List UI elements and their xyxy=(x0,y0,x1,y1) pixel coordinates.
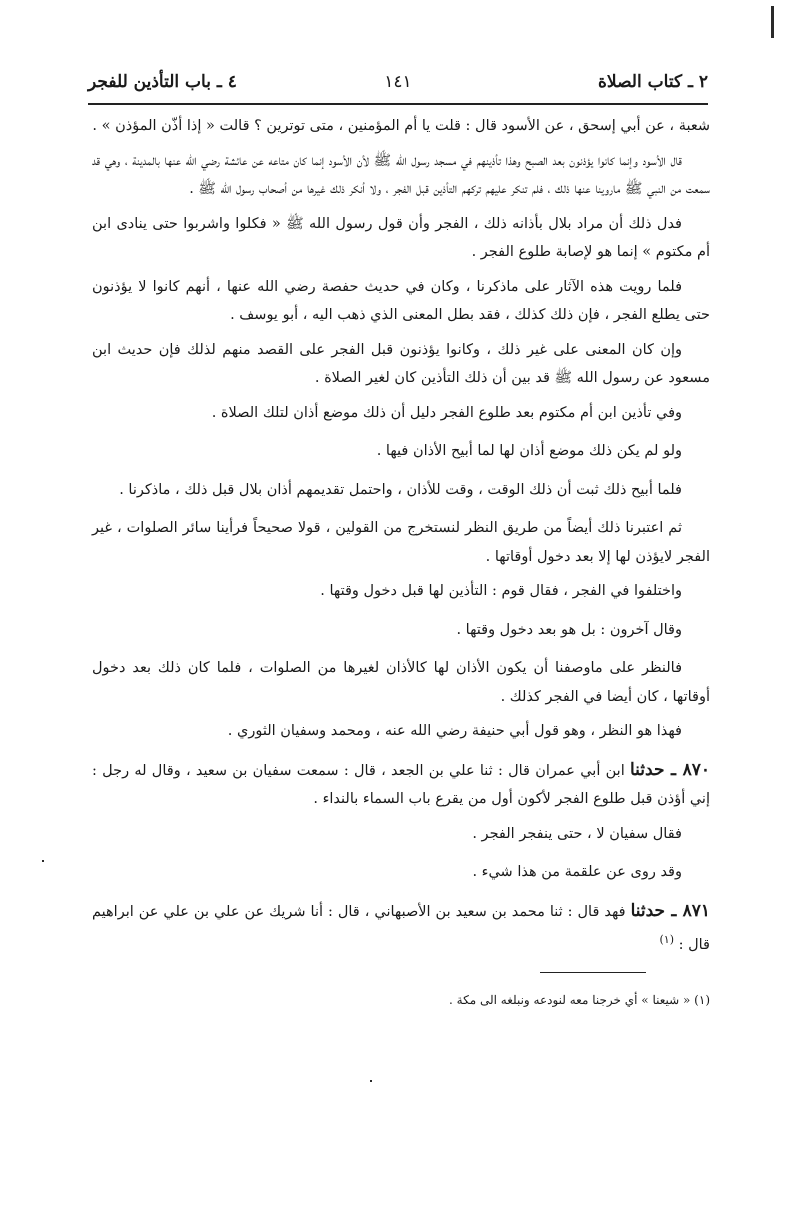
paragraph: ولو لم يكن ذلك موضع أذان لها لما أبيح الأذان فيها . xyxy=(376,443,682,459)
paragraph: وقد روى عن علقمة من هذا شيء . xyxy=(472,864,682,880)
paragraph: فالنظر على ماوصفنا أن يكون الأذان لها كالأذان لغيرها من الصلوات ، فلما كان ذلك بعد دخول أوقاتها ، كان أيضا في الفجر كذلك . xyxy=(92,660,710,705)
hadith-871 xyxy=(92,897,710,960)
paragraph: ثم اعتبرنا ذلك أيضاً من طريق النظر لنستخرج من القولين ، قولا صحيحاً فرأينا سائر الصلوات ، غير الفجر لايؤذن لها إلا بعد دخول أوقاتها . xyxy=(92,520,710,565)
paragraph: واختلفوا في الفجر ، فقال قوم : التأذين لها قبل دخول وقتها . xyxy=(320,583,682,599)
hadith-870 xyxy=(92,756,710,814)
scan-dot xyxy=(370,1080,372,1082)
page-header xyxy=(88,72,708,100)
footnote-rule xyxy=(540,972,646,973)
footnote-ref: (١) xyxy=(659,933,674,946)
paragraph: فقال سفيان لا ، حتى ينفجر الفجر . xyxy=(472,825,682,842)
footnote: (١) « شيعنا » أي خرجنا معه لنودعه ونبلغه الى مكة . xyxy=(449,993,710,1007)
paragraph: فدل ذلك أن مراد بلال بأذانه ذلك ، الفجر وأن قول رسول الله ﷺ « فكلوا واشربوا حتى ينادى ابن أم مكتوم » إنما هو لإصابة طلوع الفجر . xyxy=(92,215,710,260)
header-rule xyxy=(88,103,708,105)
main-text xyxy=(92,112,710,965)
paragraph: قال الأسود وإنما كانوا يؤذنون بعد الصبح وهذا تأذينهم في مسجد رسول الله ﷺ لأن الأسود إنما كان متاعه عن عائشة رضي الله عنها بالمدينة ، وهي قد سمعت من النبي ﷺ ماروينا عنها ذلك ، فلم تنكر عليهم تركهم التأذين قبل الفجر ، ولا أنكر ذلك غيرها من أصحاب رسول الله ﷺ . xyxy=(92,152,710,197)
paragraph: فلما رويت هذه الآثار على ماذكرنا ، وكان في حديث حفصة رضي الله عنها ، أنهم كانوا لا يؤذنون حتى يطلع الفجر ، فإن ذلك كذلك ، فقد بطل المعنى الذي ذهب اليه ، أبو يوسف . xyxy=(92,278,710,323)
hadith-870-label: ٨٧٠ ـ حدثنا xyxy=(630,759,710,780)
scan-dot xyxy=(42,860,44,862)
chapter-title: ٢ ـ كتاب الصلاة xyxy=(598,72,708,92)
hadith-870-text: ابن أبي عمران قال : ثنا علي بن الجعد ، قال : سمعت سفيان بن سعيد ، وقال له رجل : إني أؤذن قبل طلوع الفجر لأكون أول من يقرع باب السماء بالنداء . xyxy=(92,762,710,807)
paragraph: وإن كان المعنى على غير ذلك ، وكانوا يؤذنون قبل الفجر على القصد منهم لذلك فإن حديث ابن مسعود عن رسول الله ﷺ قد بين أن ذلك التأذين كان لغير الصلاة . xyxy=(92,341,710,386)
paragraph: وقال آخرون : بل هو بعد دخول وقتها . xyxy=(456,621,682,638)
section-title: ٤ ـ باب التأذين للفجر xyxy=(88,72,237,92)
hadith-871-text: فهد قال : ثنا محمد بن سعيد بن الأصبهاني ، قال : أنا شريك عن علي بن علي عن ابراهيم قال : xyxy=(92,903,710,953)
paragraph: فهذا هو النظر ، وهو قول أبي حنيفة رضي الله عنه ، ومحمد وسفيان الثوري . xyxy=(227,723,682,739)
hadith-871-label: ٨٧١ ـ حدثنا xyxy=(630,900,711,921)
paragraph: فلما أبيح ذلك ثبت أن ذلك الوقت ، وقت للأذان ، واحتمل تقديمهم أذان بلال قبل ذلك ، ماذكرنا . xyxy=(119,481,682,498)
paragraph: وفي تأذين ابن أم مكتوم بعد طلوع الفجر دليل أن ذلك موضع أذان لتلك الصلاة . xyxy=(211,404,682,421)
page-number: ١٤١ xyxy=(384,72,412,92)
scan-mark-top xyxy=(771,6,774,38)
paragraph: شعبة ، عن أبي إسحق ، عن الأسود قال : قلت يا أم المؤمنين ، متى توترين ؟ قالت « إذا أذّن المؤذن » . xyxy=(92,118,710,134)
